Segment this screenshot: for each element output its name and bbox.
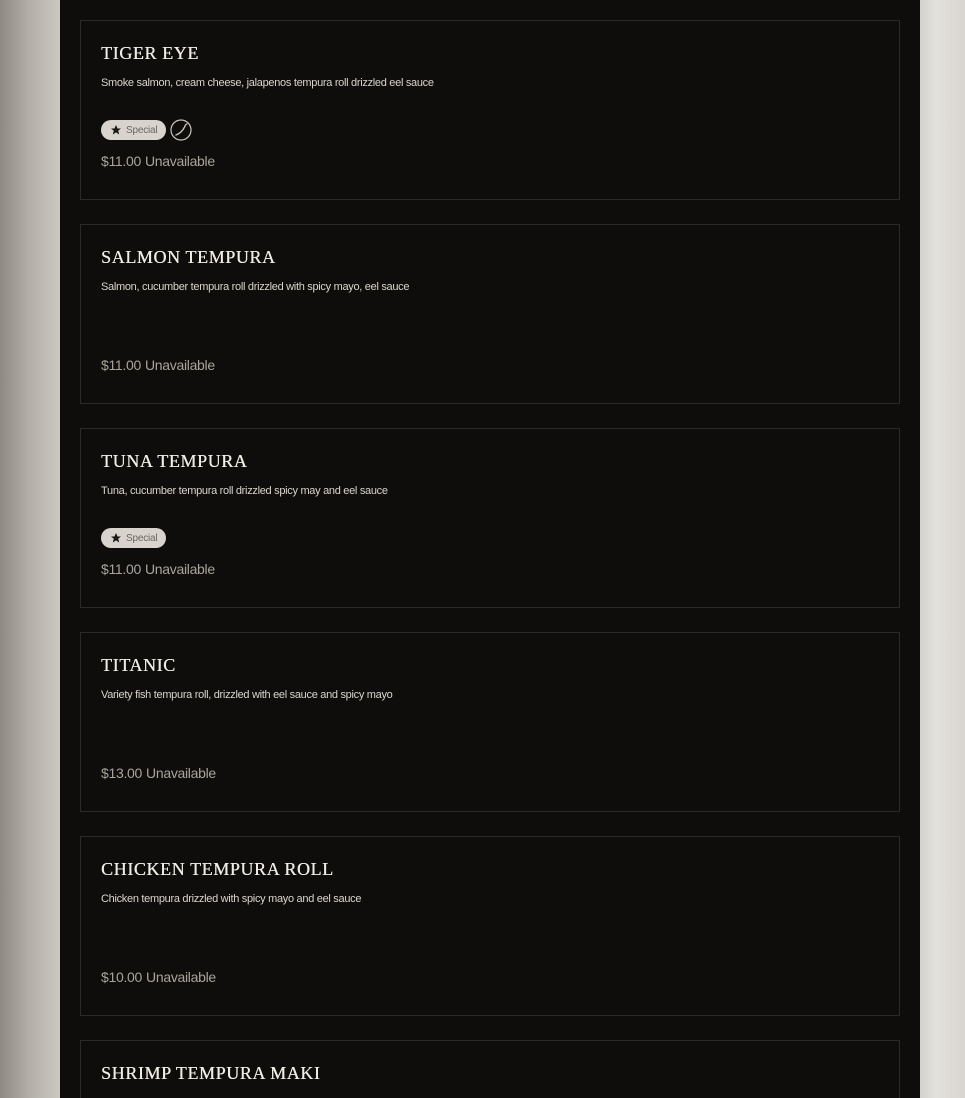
item-price: $13.00 <box>101 765 143 781</box>
item-description: Chicken tempura drizzled with spicy mayo and eel sauce <box>101 893 362 905</box>
item-description: Variety fish tempura roll, drizzled with eel sauce and spicy mayo <box>101 689 393 701</box>
item-description: Salmon, cucumber tempura roll drizzled with spicy mayo, eel sauce <box>101 281 410 293</box>
item-tags <box>101 527 166 549</box>
menu-item-card[interactable] <box>80 836 900 1016</box>
price-row <box>101 969 216 985</box>
availability-status: Unavailable <box>144 561 215 577</box>
item-name: CHICKEN TEMPURA ROLL <box>101 859 334 879</box>
item-name: SHRIMP TEMPURA MAKI <box>101 1063 321 1083</box>
special-badge <box>101 528 166 548</box>
menu-panel <box>60 0 920 1098</box>
item-name: TIGER EYE <box>101 43 199 63</box>
item-name: SALMON TEMPURA <box>101 247 276 267</box>
item-price: $11.00 <box>101 561 141 577</box>
item-description: Tuna, cucumber tempura roll drizzled spicy may and eel sauce <box>101 485 388 497</box>
special-badge <box>101 120 166 140</box>
spicy-pepper-icon <box>170 119 192 141</box>
star-icon <box>110 124 122 136</box>
availability-status: Unavailable <box>146 969 216 985</box>
item-name: TUNA TEMPURA <box>101 451 248 471</box>
item-price: $11.00 <box>101 153 141 169</box>
menu-item-card[interactable] <box>80 224 900 404</box>
menu-item-card[interactable] <box>80 632 900 812</box>
availability-status: Unavailable <box>144 153 215 169</box>
availability-status: Unavailable <box>146 765 216 781</box>
item-price: $10.00 <box>101 969 143 985</box>
star-icon <box>110 532 122 544</box>
price-row <box>101 357 215 373</box>
item-tags <box>101 119 192 141</box>
menu-item-card[interactable] <box>80 1040 900 1098</box>
price-row <box>101 561 215 577</box>
badge-label: Special <box>126 532 158 544</box>
menu-item-card[interactable] <box>80 428 900 608</box>
price-row <box>101 153 215 169</box>
availability-status: Unavailable <box>144 357 215 373</box>
item-description: Smoke salmon, cream cheese, jalapenos tempura roll drizzled eel sauce <box>101 77 434 89</box>
menu-item-card[interactable] <box>80 20 900 200</box>
item-price: $11.00 <box>101 357 141 373</box>
badge-label: Special <box>126 124 158 136</box>
item-name: TITANIC <box>101 655 176 675</box>
price-row <box>101 765 216 781</box>
